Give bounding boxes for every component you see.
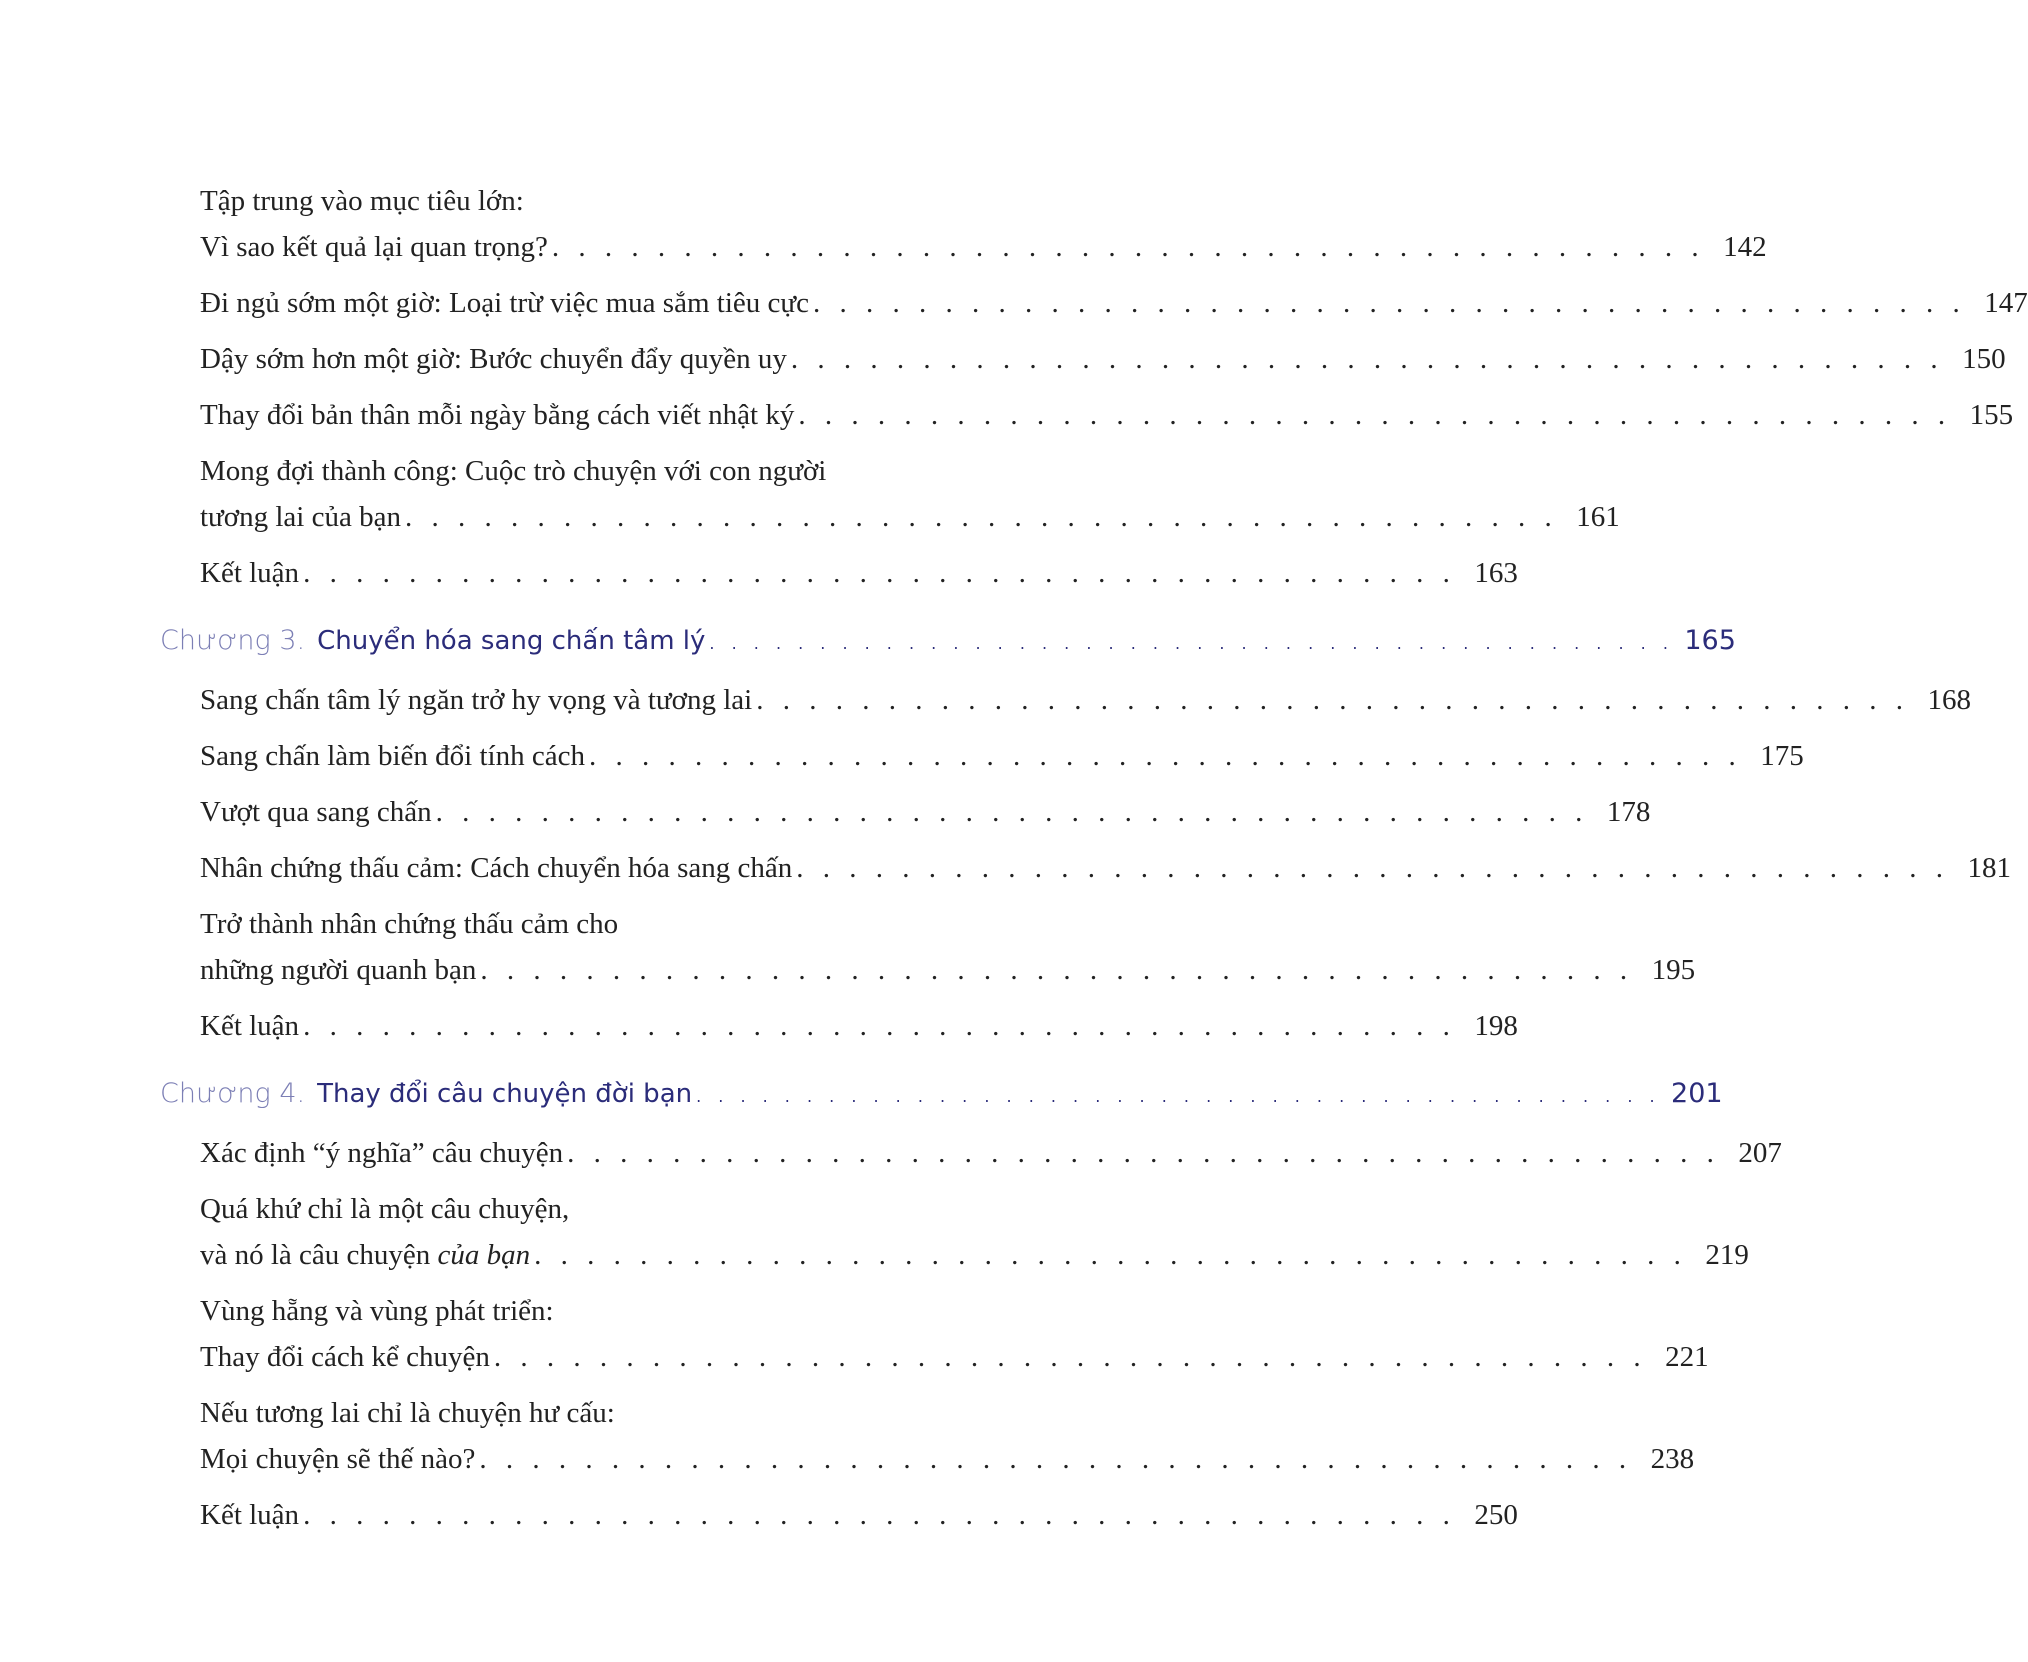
toc-entry-title-line2: Thay đổi cách kể chuyện bbox=[200, 1341, 490, 1373]
dot-leader: . . . . . . . . . . . . . . . . . . . . . . . . . . . . . . . . . . . . . . . . . . . . bbox=[696, 1087, 1661, 1106]
toc-entry bbox=[200, 733, 1804, 779]
toc-entry-title-line1: Tập trung vào mục tiêu lớn: bbox=[200, 185, 524, 217]
toc-entry-title: Đi ngủ sớm một giờ: Loại trừ việc mua sắm tiêu cực bbox=[200, 287, 809, 319]
toc-entry-title: Xác định “ý nghĩa” câu chuyện bbox=[200, 1137, 564, 1169]
dot-leader: . . . . . . . . . . . . . . . . . . . . . . . . . . . . . . . . . . . . . . . . . . . . bbox=[493, 1341, 1647, 1373]
toc-entry-page: 238 bbox=[1650, 1443, 1695, 1475]
dot-leader: . . . . . . . . . . . . . . . . . . . . . . . . . . . . . . . . . . . . . . . . . . . . bbox=[479, 1443, 1633, 1475]
toc-entry bbox=[200, 1492, 1518, 1538]
toc-entry bbox=[200, 1288, 1709, 1380]
toc-entry-page: 155 bbox=[1969, 399, 2014, 431]
toc-entry-title-line2: tương lai của bạn bbox=[200, 501, 401, 533]
toc-entry-page: 150 bbox=[1962, 343, 2006, 375]
toc-entry-title-line1: Nếu tương lai chỉ là chuyện hư cấu: bbox=[200, 1397, 615, 1429]
chapter-title: Chuyển hóa sang chấn tâm lý bbox=[317, 626, 706, 656]
chapter-title: Thay đổi câu chuyện đời bạn bbox=[317, 1079, 693, 1109]
dot-leader: . . . . . . . . . . . . . . . . . . . . . . . . . . . . . . . . . . . . . . . . . . . . bbox=[480, 954, 1634, 986]
toc-entry-page: 178 bbox=[1606, 796, 1651, 828]
toc-entry bbox=[200, 1390, 1695, 1482]
chapter-page: 201 bbox=[1671, 1078, 1723, 1109]
chapter-number: Chương 3. bbox=[160, 625, 306, 656]
toc-entry bbox=[200, 677, 1971, 723]
toc-entry-page: 161 bbox=[1576, 501, 1620, 533]
toc-entry bbox=[200, 789, 1651, 835]
toc-entry-title: Kết luận bbox=[200, 557, 300, 589]
toc-entry bbox=[200, 336, 2006, 382]
toc-entry bbox=[200, 392, 2014, 438]
dot-leader: . . . . . . . . . . . . . . . . . . . . . . . . . . . . . . . . . . . . . . . . . . . . bbox=[796, 852, 1950, 884]
toc-entry-page: 250 bbox=[1474, 1499, 1518, 1531]
toc-entry-title: Kết luận bbox=[200, 1499, 300, 1531]
dot-leader: . . . . . . . . . . . . . . . . . . . . . . . . . . . . . . . . . . . . . . . . . . . . bbox=[812, 287, 1966, 319]
dot-leader: . . . . . . . . . . . . . . . . . . . . . . . . . . . . . . . . . . . . . . . . . . . . bbox=[435, 796, 1589, 828]
toc-entry-page: 221 bbox=[1665, 1341, 1709, 1373]
toc-entry-title-line1: Vùng hẵng và vùng phát triển: bbox=[200, 1295, 554, 1327]
dot-leader: . . . . . . . . . . . . . . . . . . . . . . . . . . . . . . . . . . . . . . . . . . . . bbox=[303, 1499, 1456, 1531]
toc-entry-title-line1: Trở thành nhân chứng thấu cảm cho bbox=[200, 908, 619, 940]
toc-entry-page: 181 bbox=[1967, 852, 2012, 884]
toc-entry-page: 147 bbox=[1984, 287, 2028, 319]
dot-leader: . . . . . . . . . . . . . . . . . . . . . . . . . . . . . . . . . . . . . . . . . . . . bbox=[303, 1010, 1456, 1042]
toc-entry bbox=[200, 845, 2012, 891]
toc-entry-page: 195 bbox=[1651, 954, 1696, 986]
toc-entry-title-line2: Mọi chuyện sẽ thế nào? bbox=[200, 1443, 476, 1475]
toc-entry-title: Dậy sớm hơn một giờ: Bước chuyển đẩy quyền uy bbox=[200, 343, 787, 375]
toc-entry-page: 163 bbox=[1474, 557, 1518, 589]
toc-entry-page: 207 bbox=[1738, 1137, 1782, 1169]
chapter-page: 165 bbox=[1684, 625, 1736, 656]
toc-entry-title: Vượt qua sang chấn bbox=[200, 796, 432, 828]
italic-emphasis: của bạn bbox=[437, 1239, 531, 1271]
chapter-number: Chương 4. bbox=[160, 1078, 306, 1109]
toc-entry-page: 168 bbox=[1927, 684, 1971, 716]
dot-leader: . . . . . . . . . . . . . . . . . . . . . . . . . . . . . . . . . . . . . . . . . . . . bbox=[790, 343, 1944, 375]
dot-leader: . . . . . . . . . . . . . . . . . . . . . . . . . . . . . . . . . . . . . . . . . . . . bbox=[567, 1137, 1720, 1169]
toc-entry-title: Sang chấn làm biến đổi tính cách bbox=[200, 740, 585, 772]
toc-entry-title: Thay đổi bản thân mỗi ngày bằng cách viết nhật ký bbox=[200, 399, 795, 431]
toc-entry-title-line2: Vì sao kết quả lại quan trọng? bbox=[200, 231, 548, 263]
toc-entry-page: 198 bbox=[1474, 1010, 1518, 1042]
toc-entry-title-line1: Mong đợi thành công: Cuộc trò chuyện với con người bbox=[200, 455, 827, 487]
toc-entry bbox=[200, 1130, 1782, 1176]
toc-entry-title-line1: Quá khứ chỉ là một câu chuyện, bbox=[200, 1193, 570, 1225]
toc-entry-page: 142 bbox=[1723, 231, 1767, 263]
toc-entry-title-line2: những người quanh bạn bbox=[200, 954, 477, 986]
dot-leader: . . . . . . . . . . . . . . . . . . . . . . . . . . . . . . . . . . . . . . . . . . . . bbox=[709, 634, 1674, 653]
toc-entry-title-line2: và nó là câu chuyện của bạn bbox=[200, 1239, 531, 1271]
dot-leader: . . . . . . . . . . . . . . . . . . . . . . . . . . . . . . . . . . . . . . . . . . . . bbox=[798, 399, 1952, 431]
toc-entry bbox=[200, 550, 1518, 596]
dot-leader: . . . . . . . . . . . . . . . . . . . . . . . . . . . . . . . . . . . . . . . . . . . . bbox=[756, 684, 1909, 716]
dot-leader: . . . . . . . . . . . . . . . . . . . . . . . . . . . . . . . . . . . . . . . . . . . . bbox=[404, 501, 1558, 533]
toc-entry-page: 175 bbox=[1760, 740, 1804, 772]
toc-entry bbox=[200, 1186, 1749, 1278]
chapter-heading bbox=[160, 618, 1736, 667]
toc-entry-title: Nhân chứng thấu cảm: Cách chuyển hóa sang chấn bbox=[200, 852, 793, 884]
dot-leader: . . . . . . . . . . . . . . . . . . . . . . . . . . . . . . . . . . . . . . . . . . . . bbox=[551, 231, 1705, 263]
dot-leader: . . . . . . . . . . . . . . . . . . . . . . . . . . . . . . . . . . . . . . . . . . . . bbox=[588, 740, 1742, 772]
table-of-contents bbox=[160, 178, 2028, 1548]
toc-entry-title: Kết luận bbox=[200, 1010, 300, 1042]
toc-entry bbox=[200, 1003, 1518, 1049]
toc-entry-title: Sang chấn tâm lý ngăn trở hy vọng và tương lai bbox=[200, 684, 753, 716]
toc-entry bbox=[200, 280, 2028, 326]
dot-leader: . . . . . . . . . . . . . . . . . . . . . . . . . . . . . . . . . . . . . . . . . . . . bbox=[303, 557, 1456, 589]
chapter-heading bbox=[160, 1071, 1723, 1120]
toc-entry bbox=[200, 448, 1620, 540]
dot-leader: . . . . . . . . . . . . . . . . . . . . . . . . . . . . . . . . . . . . . . . . . . . . bbox=[534, 1239, 1687, 1271]
toc-entry bbox=[200, 178, 1767, 270]
toc-entry bbox=[200, 901, 1696, 993]
toc-entry-page: 219 bbox=[1705, 1239, 1749, 1271]
